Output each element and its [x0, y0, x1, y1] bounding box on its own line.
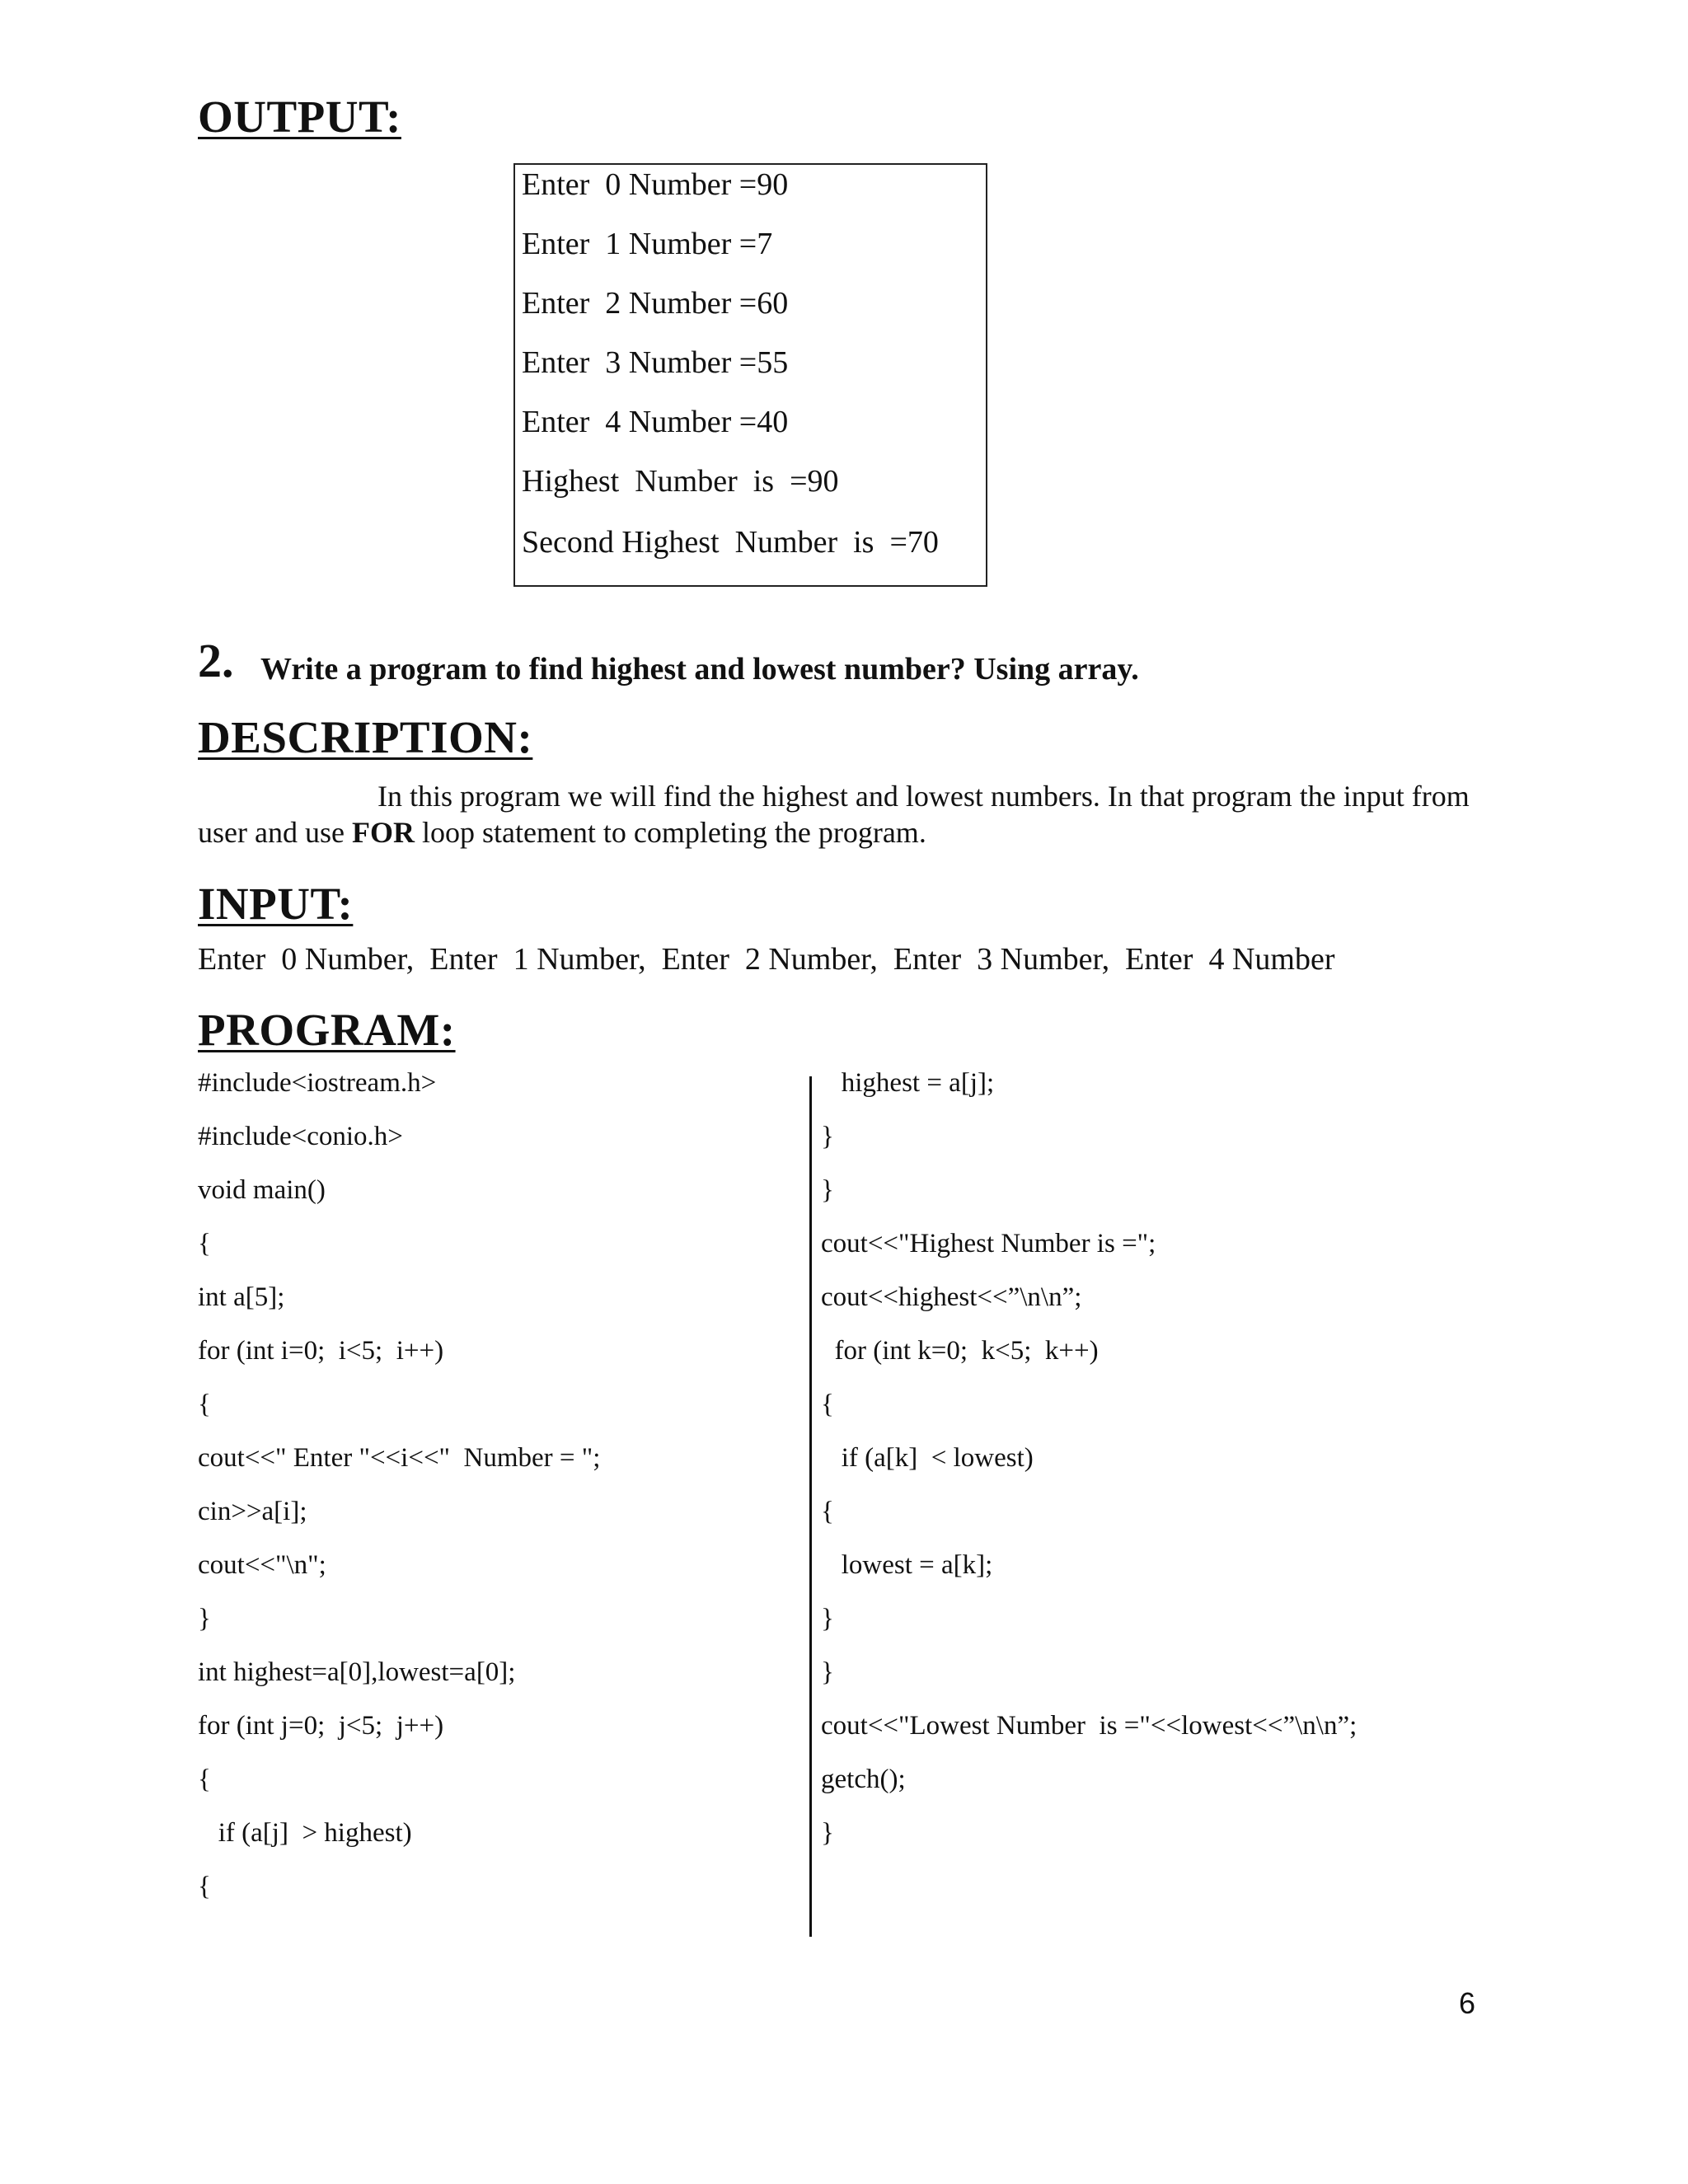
code-line: cout<<"\n"; — [198, 1550, 326, 1580]
code-line: cout<<highest<<”\n\n”; — [821, 1282, 1082, 1312]
output-line: Enter 0 Number =90 — [522, 167, 789, 202]
output-line: Enter 1 Number =7 — [522, 227, 773, 261]
code-line: #include<conio.h> — [198, 1122, 403, 1151]
code-line: #include<iostream.h> — [198, 1068, 437, 1098]
output-box — [513, 163, 987, 587]
code-line: getch(); — [821, 1765, 906, 1794]
code-line: cout<<" Enter "<<i<<" Number = "; — [198, 1443, 601, 1473]
output-line: Highest Number is =90 — [522, 464, 839, 499]
code-line: if (a[j] > highest) — [198, 1818, 412, 1848]
code-line: highest = a[j]; — [821, 1068, 995, 1098]
code-line: cout<<"Lowest Number is ="<<lowest<<”\n\n”; — [821, 1711, 1357, 1741]
code-line: void main() — [198, 1175, 326, 1205]
output-line: Second Highest Number is =70 — [522, 525, 939, 560]
input-heading: INPUT: — [198, 879, 354, 929]
code-line: } — [821, 1604, 834, 1633]
code-line: int a[5]; — [198, 1282, 285, 1312]
code-line: cout<<"Highest Number is ="; — [821, 1229, 1156, 1258]
code-line: { — [198, 1390, 211, 1419]
code-line: for (int j=0; j<5; j++) — [198, 1711, 444, 1741]
code-line: } — [821, 1657, 834, 1687]
code-line: } — [198, 1604, 211, 1633]
description-text: user and use — [198, 816, 352, 849]
code-line: { — [198, 1872, 211, 1901]
input-text: Enter 0 Number, Enter 1 Number, Enter 2 Number, Enter 3 Number, Enter 4 Number — [198, 942, 1335, 977]
page-number: 6 — [1459, 1986, 1476, 2020]
code-line: for (int i=0; i<5; i++) — [198, 1336, 444, 1366]
code-line: { — [198, 1765, 211, 1794]
code-line: cin>>a[i]; — [198, 1497, 307, 1526]
code-line: int highest=a[0],lowest=a[0]; — [198, 1657, 516, 1687]
code-line: lowest = a[k]; — [821, 1550, 993, 1580]
code-line: } — [821, 1122, 834, 1151]
code-line: for (int k=0; k<5; k++) — [821, 1336, 1099, 1366]
description-bold-keyword: FOR — [351, 816, 415, 849]
question-number: 2. — [198, 634, 234, 687]
output-heading: OUTPUT: — [198, 91, 401, 142]
description-line-1: In this program we will find the highest and lowest numbers. In that program the input from — [377, 780, 1470, 813]
program-heading: PROGRAM: — [198, 1005, 456, 1055]
output-line: Enter 2 Number =60 — [522, 286, 789, 321]
code-line: } — [821, 1175, 834, 1205]
code-line: } — [821, 1818, 834, 1848]
description-heading: DESCRIPTION: — [198, 712, 533, 762]
column-divider — [809, 1076, 812, 1937]
description-line-2 — [198, 815, 926, 850]
question-text: Write a program to find highest and lowest number? Using array. — [260, 652, 1139, 687]
code-line: { — [198, 1229, 211, 1258]
description-text: loop statement to completing the program. — [414, 816, 926, 849]
output-line: Enter 3 Number =55 — [522, 345, 789, 380]
code-line: { — [821, 1390, 834, 1419]
output-line: Enter 4 Number =40 — [522, 405, 789, 439]
code-line: { — [821, 1497, 834, 1526]
code-line: if (a[k] < lowest) — [821, 1443, 1034, 1473]
